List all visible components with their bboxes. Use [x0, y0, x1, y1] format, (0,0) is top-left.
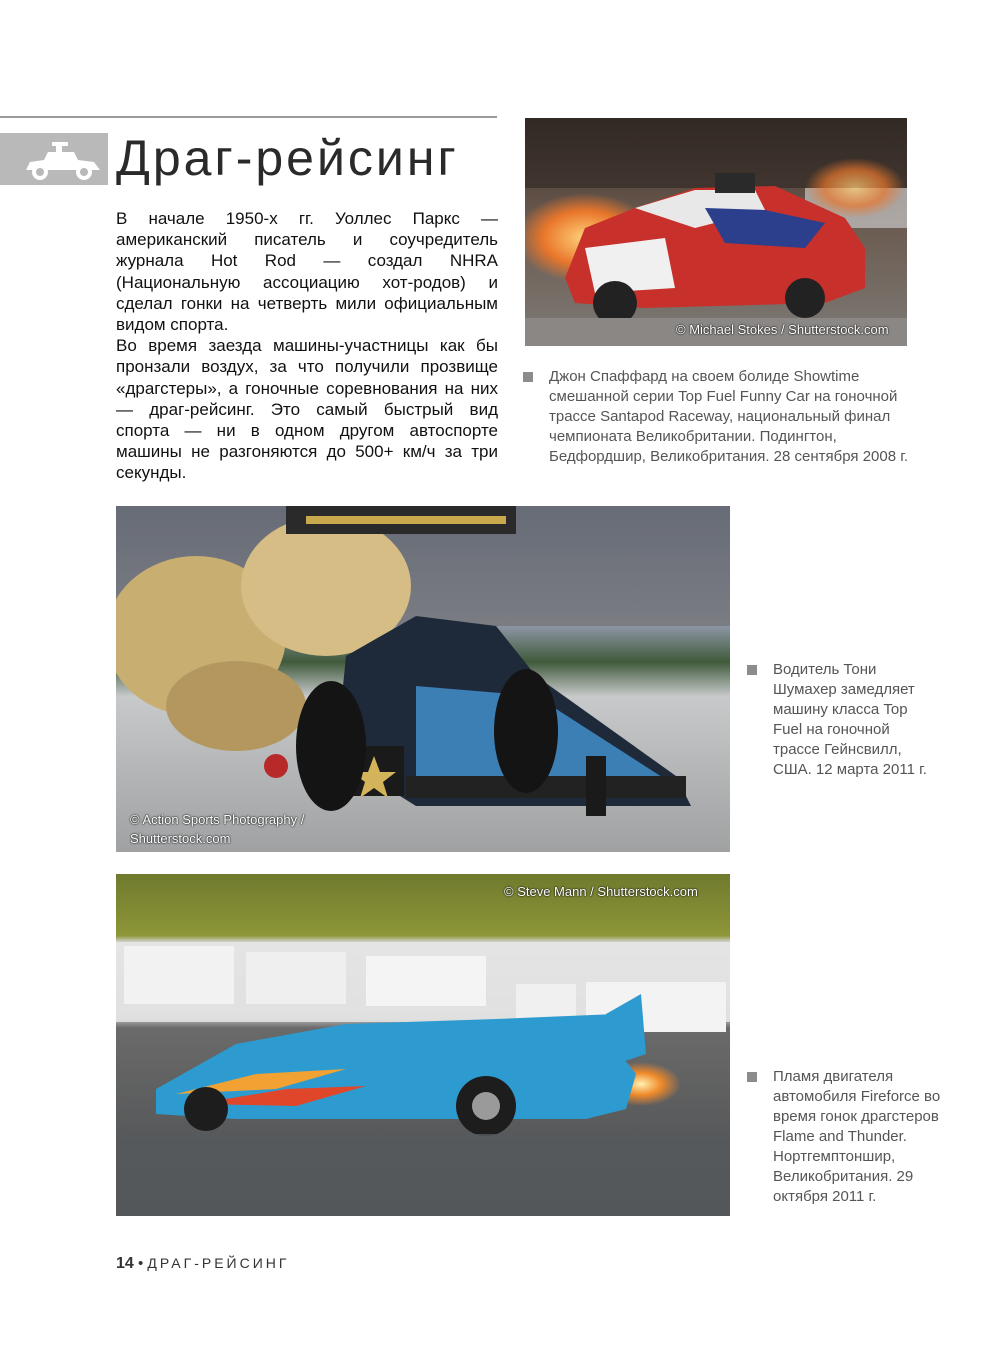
caption-bullet [747, 1072, 757, 1082]
jet-car-caption-text: Пламя двигателя автомобиля Fireforce во время гонок драгстеров Flame and Thunder. Нортгемптоншир, Великобритания. 29 октября 2011 г. [773, 1068, 941, 1205]
top-fuel-credit [130, 810, 304, 848]
footer-separator: • [137, 1255, 144, 1272]
funny-car-photo [525, 118, 907, 346]
caption-bullet [523, 372, 533, 382]
vintage-car-icon [22, 140, 104, 182]
page-footer [116, 1255, 289, 1273]
intro-paragraph-2: Во время заезда машины-участницы как бы пронзали воздух, за что получили прозвище «драгстеры», а гоночные соревнования на них — драг-рейсинг. Это самый быстрый вид спорта — ни в одном другом автоспорте машины не разгоняются до 500+ км/ч за три секунды. [116, 336, 498, 483]
funny-car-caption [523, 367, 929, 467]
funny-car-credit: © Michael Stokes / Shutterstock.com [676, 322, 889, 337]
intro-text [116, 208, 498, 484]
top-fuel-caption-text: Водитель Тони Шумахер замедляет машину класса Top Fuel на гоночной трассе Гейнсвилл, США. 12 марта 2011 г. [773, 661, 927, 778]
jet-car-caption [747, 1067, 943, 1207]
page-number: 14 [116, 1255, 134, 1272]
top-fuel-caption [747, 660, 933, 780]
intro-paragraph-1: В начале 1950-х гг. Уоллес Паркс — американский писатель и соучредитель журнала Hot Rod — создал NHRA (Национальную ассоциацию хот-родов) и сделал гонки на четверть мили официальным видом спорта. [116, 209, 498, 335]
caption-bullet [747, 665, 757, 675]
top-fuel-credit-line-2: Shutterstock.com [130, 831, 231, 846]
jet-car-photo [116, 874, 730, 1216]
funny-car-caption-text: Джон Спаффард на своем болиде Showtime смешанной серии Top Fuel Funny Car на гоночной трассе Santapod Raceway, национальный финал чемпионата Великобритании. Подингтон, Бедфордшир, Великобритания. 28 сентября 2008 г. [549, 368, 909, 465]
header-rule [0, 116, 497, 118]
top-fuel-credit-line-1: © Action Sports Photography / [130, 812, 305, 827]
page-title: Драг-рейсинг [116, 130, 459, 186]
top-fuel-photo [116, 506, 730, 852]
jet-car-credit: © Steve Mann / Shutterstock.com [504, 884, 698, 899]
footer-section-label: ДРАГ-РЕЙСИНГ [147, 1255, 290, 1271]
